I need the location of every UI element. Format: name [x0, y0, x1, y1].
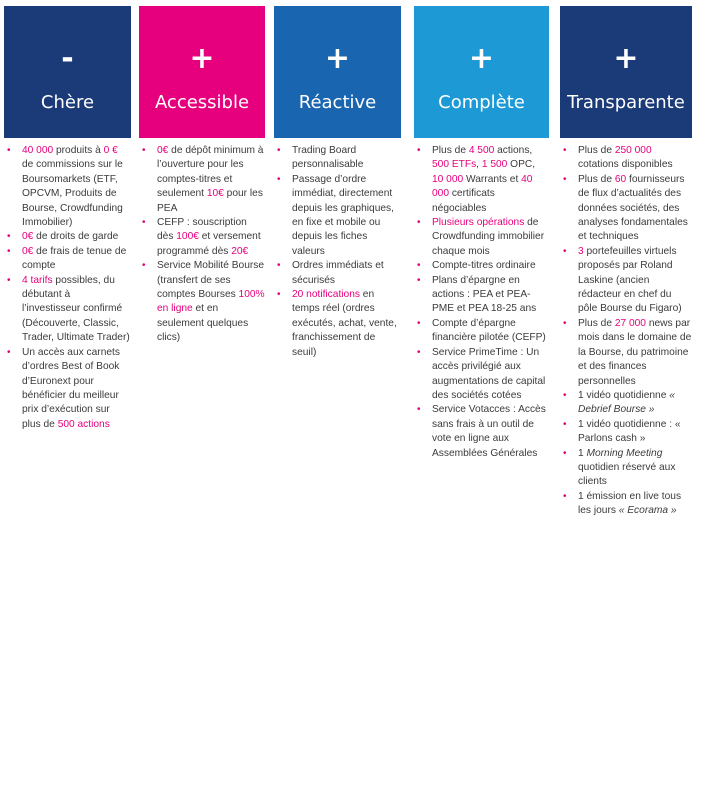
- list-item: [560, 144, 692, 173]
- feature-list: [139, 138, 265, 346]
- column-title: Complète: [438, 92, 525, 113]
- highlight-text: Plusieurs opérations: [432, 217, 525, 229]
- list-item: [560, 173, 692, 245]
- item-text: fournisseurs de flux d’actualités des données sociétés, des analyses fondamentales et techniques: [578, 173, 688, 243]
- list-item: [414, 274, 549, 317]
- item-text: « Debrief Bourse »: [578, 389, 675, 416]
- item-text: news par mois dans le domaine de la Bourse, du patrimoine et des finances personnelles: [578, 317, 692, 387]
- item-text: de dépôt minimum à l’ouverture pour les comptes-titres et seulement: [157, 145, 264, 200]
- item-text: cotations disponibles: [578, 159, 673, 171]
- highlight-text: 0€: [157, 145, 169, 156]
- item-text: quotidien réservé aux clients: [578, 461, 676, 488]
- list-item: [139, 144, 265, 216]
- feature-list: [4, 138, 131, 432]
- list-item: [139, 216, 265, 259]
- item-text: OPC,: [507, 159, 536, 171]
- item-text: 1 vidéo quotidienne : « Parlons cash »: [578, 418, 681, 445]
- header-transparente: [560, 6, 692, 138]
- item-text: Passage d’ordre immédiat, directement depuis les graphiques, en fixe et mobile ou depuis les fiches valeurs: [292, 173, 394, 257]
- column-title: Transparente: [567, 92, 685, 113]
- plus-sign: +: [613, 41, 639, 76]
- column-accessible: [139, 6, 265, 346]
- item-text: certificats négociables: [432, 188, 495, 214]
- highlight-text: 100€: [176, 231, 199, 243]
- item-text: en temps réel (ordres exécutés, achat, vente, franchissement de seuil): [292, 289, 397, 358]
- list-item: [560, 317, 692, 389]
- header-accessible: [139, 6, 265, 138]
- list-item: [4, 230, 131, 244]
- feature-list: [274, 138, 401, 360]
- highlight-text: 0€: [22, 245, 34, 257]
- list-item: [560, 447, 692, 490]
- item-text: portefeuilles virtuels proposés par Roland Laskine (ancien rédacteur en chef du pôle Bourse du Figaro): [578, 245, 682, 315]
- item-text: de frais de tenue de compte: [22, 245, 127, 272]
- item-text: Un accès aux carnets d’ordres Best of Book d’Euronext pour bénéficier du meilleur prix d’exécution sur plus de: [22, 346, 120, 430]
- highlight-text: 4 tarifs: [22, 274, 53, 286]
- highlight-text: 40 000: [432, 173, 533, 200]
- item-text: « Ecorama »: [618, 505, 677, 517]
- highlight-text: 250 000: [614, 145, 652, 156]
- highlight-text: 40 000: [22, 145, 54, 156]
- list-item: [274, 288, 401, 360]
- item-text: Service Mobilité Bourse (transfert de ses comptes Bourses: [157, 260, 265, 301]
- item-text: Plus de: [578, 173, 615, 185]
- item-text: de droits de garde: [33, 231, 119, 243]
- list-item: [274, 173, 401, 259]
- highlight-text: 20 notifications: [292, 289, 360, 301]
- feature-list: [414, 138, 549, 461]
- list-item: [139, 259, 265, 345]
- header-chere: [4, 6, 131, 138]
- plus-sign: +: [468, 41, 495, 76]
- item-text: produits à: [53, 145, 104, 156]
- list-item: [274, 144, 401, 173]
- item-text: Plans d’épargne en actions : PEA et PEA-PME et PEA 18-25 ans: [432, 274, 537, 315]
- plus-sign: +: [324, 41, 351, 76]
- highlight-text: 0€: [22, 231, 34, 243]
- list-item: [414, 346, 549, 404]
- item-text: Compte d’épargne financière pilotée (CEFP): [432, 317, 546, 344]
- column-title: Chère: [40, 92, 95, 113]
- list-item: [4, 274, 131, 346]
- highlight-text: 4 500: [468, 145, 495, 156]
- highlight-text: 10€: [206, 188, 224, 200]
- list-item: [560, 389, 692, 418]
- list-item: [414, 144, 549, 216]
- item-text: Plus de: [432, 145, 469, 156]
- list-item: [414, 403, 549, 461]
- item-text: Plus de: [578, 145, 615, 156]
- column-transparente: [560, 6, 692, 519]
- highlight-text: 1 500: [481, 159, 508, 171]
- column-title: Réactive: [298, 92, 377, 113]
- item-text: 1 émission en live tous les jours: [578, 490, 682, 517]
- item-text: et versement programmé dès: [157, 231, 261, 257]
- item-text: et en seulement quelques clics): [157, 303, 249, 344]
- highlight-text: 27 000: [614, 317, 646, 329]
- item-text: de commissions sur le Boursomarkets (ETF, OPCVM, Produits de Bourse, Crowdfunding Immobilier): [22, 159, 123, 229]
- list-item: [560, 418, 692, 447]
- item-text: Compte-titres ordinaire: [432, 260, 536, 272]
- column-title: Accessible: [154, 92, 250, 113]
- highlight-text: 500 actions: [57, 418, 110, 430]
- list-item: [560, 245, 692, 317]
- highlight-text: 3: [578, 245, 584, 257]
- column-chere: [4, 6, 131, 432]
- item-text: de Crowdfunding immobilier chaque mois: [432, 217, 545, 257]
- list-item: [414, 317, 549, 346]
- item-text: possibles, du débutant à l’investisseur confirmé (Découverte, Classic, Trader, Ultimate Trader): [22, 274, 130, 344]
- header-complete: [414, 6, 549, 138]
- list-item: [4, 346, 131, 432]
- item-text: Service PrimeTime : Un accès privilégié aux augmentations de capital des sociétés cotées: [432, 346, 546, 401]
- list-item: [4, 245, 131, 274]
- item-text: Trading Board personnalisable: [292, 145, 364, 171]
- item-text: Service Votacces : Accès sans frais à un outil de vote en ligne aux Assemblées Générales: [432, 404, 546, 459]
- feature-list: [560, 138, 692, 519]
- highlight-text: 10 000: [432, 173, 464, 185]
- minus-sign: -: [61, 41, 74, 76]
- plus-sign: +: [189, 41, 215, 76]
- item-text: Morning Meeting: [586, 447, 663, 459]
- list-item: [560, 490, 692, 519]
- highlight-text: 20€: [231, 245, 249, 257]
- highlight-text: 100% en ligne: [157, 289, 265, 315]
- item-text: ,: [476, 159, 482, 171]
- list-item: [4, 144, 131, 230]
- item-text: 1: [578, 447, 587, 459]
- item-text: pour les PEA: [157, 188, 263, 214]
- item-text: Plus de: [578, 317, 615, 329]
- column-complete: [414, 6, 549, 461]
- highlight-text: 500 ETFs: [432, 159, 477, 171]
- item-text: Warrants et: [463, 173, 522, 185]
- item-text: 1 vidéo quotidienne: [578, 389, 670, 401]
- item-text: CEFP : souscription dès: [157, 217, 247, 243]
- highlight-text: 0 €: [103, 145, 118, 156]
- header-reactive: [274, 6, 401, 138]
- column-reactive: [274, 6, 401, 360]
- list-item: [414, 259, 549, 273]
- item-text: actions,: [494, 145, 533, 156]
- highlight-text: 60: [614, 173, 627, 185]
- item-text: Ordres immédiats et sécurisés: [292, 260, 384, 286]
- list-item: [414, 216, 549, 259]
- list-item: [274, 259, 401, 288]
